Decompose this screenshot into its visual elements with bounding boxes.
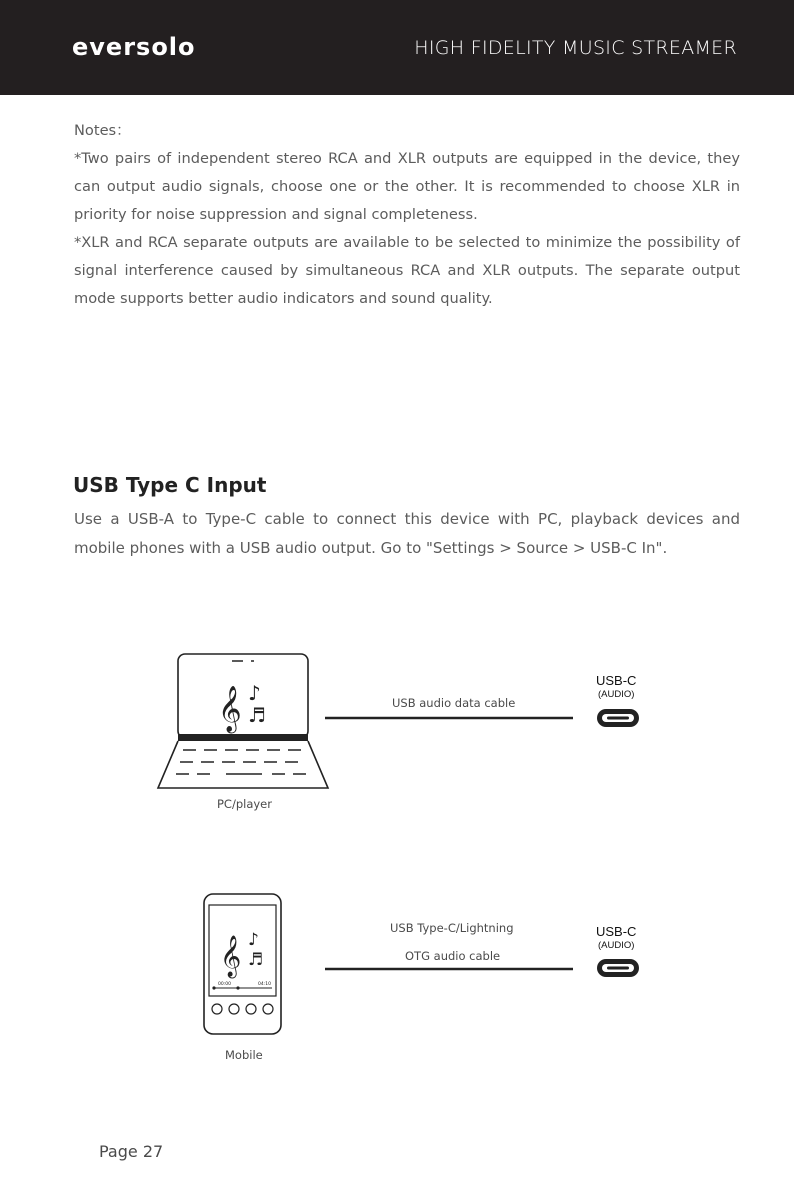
brand-wordmark: eversolo [72,33,196,61]
page-number: Page 27 [99,1142,164,1161]
usb-c-port-icon [597,959,639,977]
laptop-icon [158,654,328,788]
pc-cable-label: USB audio data cable [392,696,516,710]
pc-device-label: PC/player [217,797,272,811]
treble-clef-icon: 𝄞 [218,686,242,732]
treble-clef-icon: 𝄞 [220,936,242,977]
notes-paragraph-2: *XLR and RCA separate outputs are available to be selected to minimize the possibility of signal interference caused by simultaneous RCA and XLR outputs. The separate output mode supports better audio indicators and sound quality. [74,234,740,307]
header-title: HIGH FIDELITY MUSIC STREAMER [414,37,737,59]
mobile-cable-label-2: OTG audio cable [405,949,501,963]
mobile-port-sub: (AUDIO) [598,940,635,951]
pc-port-sub: (AUDIO) [598,689,635,700]
usb-c-port-icon [597,709,639,727]
eighth-note-icon: ♪ [248,930,259,950]
notes-heading: Notes： [74,122,131,139]
page-header [0,0,794,95]
mobile-device-label: Mobile [225,1048,263,1062]
time-total: 04:10 [258,982,271,987]
section-description: Use a USB-A to Type-C cable to connect this device with PC, playback devices and mobile phones with a USB audio output. Go to "Settings > Source > USB-C In". [74,510,740,557]
notes-block [74,117,740,313]
beamed-notes-icon: ♬ [248,950,264,970]
beamed-notes-icon: ♬ [248,703,266,727]
eversolo-logo [72,33,212,65]
section-title: USB Type C Input [73,473,267,497]
mobile-port-name: USB-C [596,924,637,939]
pc-port-name: USB-C [596,673,637,688]
time-elapsed: 00:00 [218,982,231,987]
phone-icon [204,894,281,1034]
notes-paragraph-1: *Two pairs of independent stereo RCA and XLR outputs are equipped in the device, they can output audio signals, choose one or the other. It is recommended to choose XLR in priority for noise suppression and signal completeness. [74,150,740,223]
eighth-note-icon: ♪ [248,681,261,705]
mobile-cable-label-1: USB Type-C/Lightning [390,921,514,935]
